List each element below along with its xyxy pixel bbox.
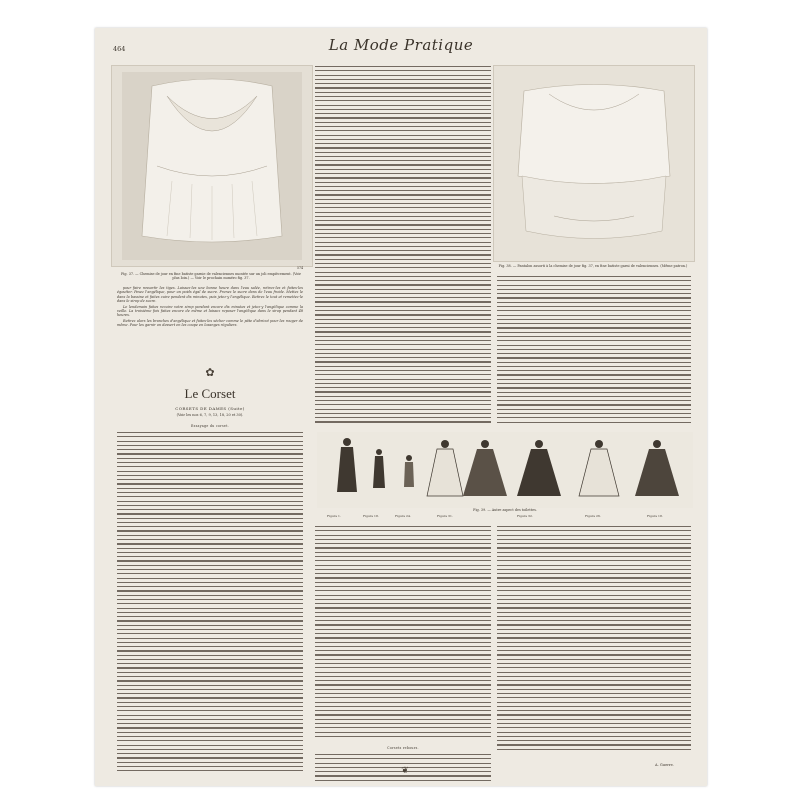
middle-lower-body-text — [315, 526, 491, 744]
figure-39-caption: Fig. 39. — Autre aspect des toilettes. — [473, 508, 537, 512]
right-column-body-text — [497, 276, 691, 426]
figure-label: Figure 32. — [517, 514, 533, 518]
pantalon-illustration — [494, 66, 694, 261]
corset-section-title: Le Corset — [184, 386, 236, 401]
closing-heading: Corsets rebours. — [387, 746, 419, 750]
figure-label: Figure 26. — [585, 514, 601, 518]
figure-37-illustration — [111, 65, 313, 267]
corset-note: (Voir les nos 6, 7, 9, 13, 18, 20 et 30). — [176, 413, 244, 417]
page-number: 464 — [113, 45, 126, 53]
lead-paragraph-1: pour faire ressortir les tiges. Laissez-les une bonne heure dans l'eau salée, retirez-les et faites-les égoutter. Pesez l'angélique, pour un poids égal de sucre. Prenez le sucre dans de l'eau froide. Mettez le dans la bassine et faites cuire pendant dix minutes, puis jetez-y l'angélique. Retirez le tout et remettez-le dans le sirop de sucre. — [117, 286, 303, 303]
end-ornament: ❦ — [401, 766, 409, 776]
figure-label: Figure 1. — [327, 514, 341, 518]
figure-38-caption: Fig. 38. — Pantalon assorti à la chemise de jour fig. 37, en fine batiste garni de valenciennes. (Même patron.) — [498, 264, 688, 268]
corset-subtitle: CORSETS DE DAMES (Suite) — [175, 406, 245, 411]
lead-paragraph — [117, 286, 303, 364]
lead-paragraph-2: Le lendemain faites recuire votre sirop pendant encore dix minutes et jetez-y l'angélique comme la veille. La troisième fois faites encore de même et laissez reposer l'angélique dans le sirop pendant 48 heures. — [117, 304, 303, 318]
figure-label: Figure 18. — [363, 514, 379, 518]
author-signature: A. Guerre. — [655, 763, 674, 767]
figure-label: Figure 24. — [395, 514, 411, 518]
figure-38-illustration — [493, 65, 695, 262]
right-lower-body-text — [497, 526, 691, 758]
ornament-divider: ✿ — [205, 366, 215, 379]
middle-column-body-text — [315, 66, 491, 426]
figure-37-caption: Fig. 37. — Chemise de jour en fine batiste garnie de valenciennes montée sur un joli empiècement. (Voir plus loin.) — Voir le prochain numéro fig. 37. — [120, 272, 302, 281]
essay-heading: Essayage du corset. — [191, 424, 229, 428]
left-column-body-text — [117, 432, 303, 772]
figure-label: Figure 31. — [437, 514, 453, 518]
masthead-title: La Mode Pratique — [328, 36, 474, 54]
magazine-page — [95, 28, 707, 786]
chemise-illustration — [112, 66, 312, 266]
figure-37-number: 574 — [297, 266, 304, 270]
figure-label: Figure 18. — [647, 514, 663, 518]
toilettes-illustration — [317, 432, 693, 508]
lead-paragraph-3: Retirez alors les branches d'angélique et faites-les sécher comme le pâte d'abricot pour les rouger de même. Pour les garnir on dessert en les coupe en losanges réguliers. — [117, 319, 303, 328]
figure-39-illustration — [317, 432, 693, 508]
figure-39-labels — [317, 514, 693, 520]
